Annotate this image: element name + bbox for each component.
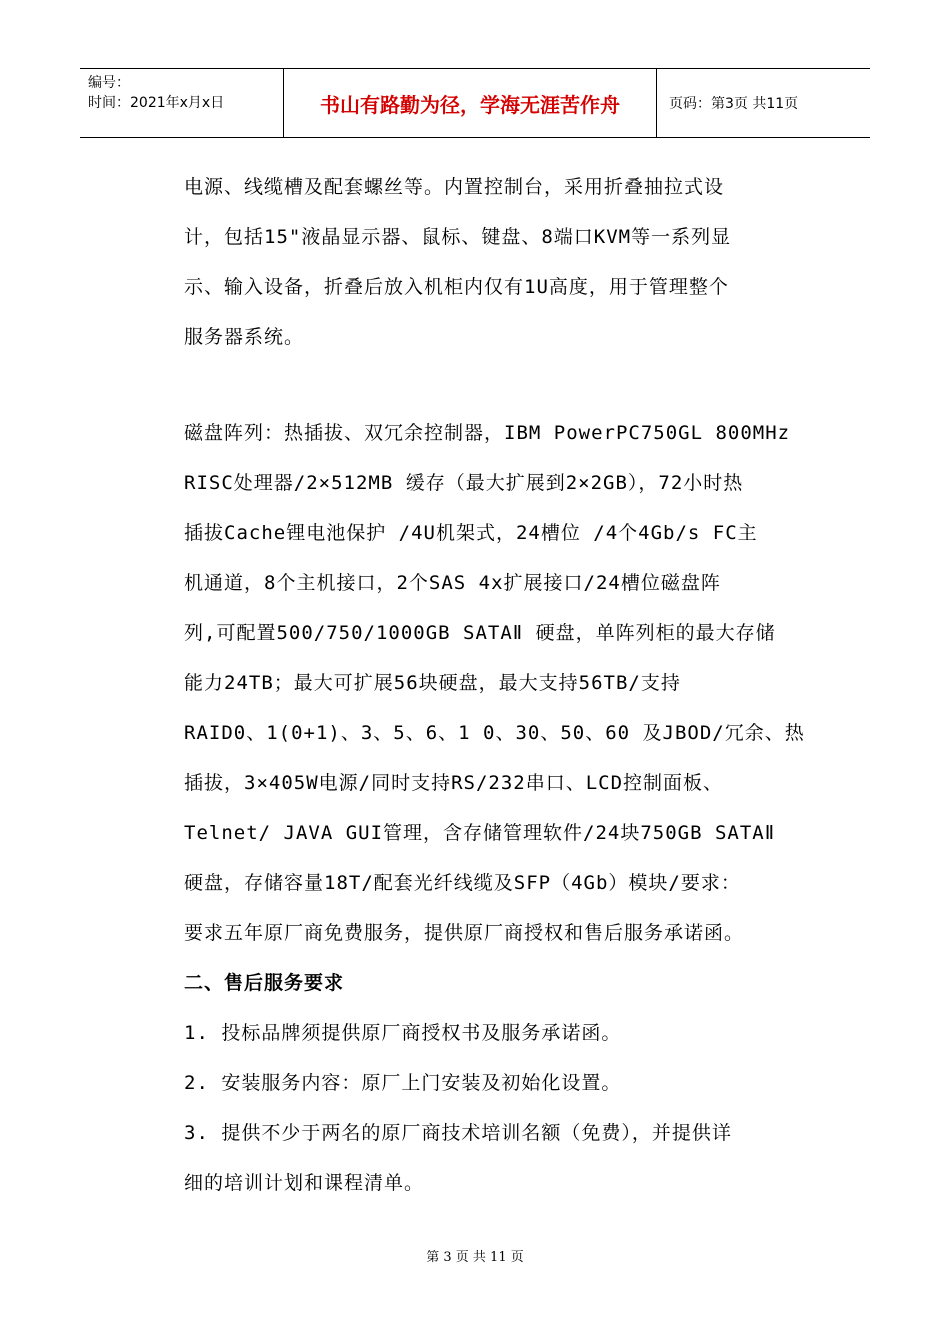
- text-line: 能力24TB；最大可扩展56块硬盘，最大支持56TB/支持: [184, 672, 681, 694]
- paragraph-console: [184, 162, 824, 362]
- text-line: 服务器系统。: [184, 326, 305, 348]
- date-label: 时间：2021年x月x日: [88, 95, 225, 111]
- list-item: 2. 安装服务内容：原厂上门安装及初始化设置。: [184, 1072, 622, 1094]
- header-meta: [80, 69, 284, 137]
- list-item: 1. 投标品牌须提供原厂商授权书及服务承诺函。: [184, 1022, 622, 1044]
- header-page-number: 页码：第3页 共11页: [669, 96, 799, 112]
- list-item: 细的培训计划和课程清单。: [184, 1172, 425, 1194]
- header-motto: 书山有路勤为径，学海无涯苦作舟: [284, 69, 657, 137]
- paragraph-disk-array: [184, 408, 824, 958]
- service-requirements-list: [184, 1008, 824, 1208]
- text-line: Telnet/ JAVA GUI管理，含存储管理软件/24块750GB SATAⅡ: [184, 822, 776, 844]
- text-line: 示、输入设备，折叠后放入机柜内仅有1U高度，用于管理整个: [184, 276, 729, 298]
- page-header: [80, 68, 870, 138]
- serial-label: 编号：: [88, 75, 130, 91]
- text-line: 列,可配置500/750/1000GB SATAⅡ 硬盘，单阵列柜的最大存储: [184, 622, 776, 644]
- text-line: 电源、线缆槽及配套螺丝等。内置控制台，采用折叠抽拉式设: [184, 176, 725, 198]
- text-line: 计，包括15"液晶显示器、鼠标、键盘、8端口KVM等一系列显: [184, 226, 732, 248]
- section-heading: 二、售后服务要求: [184, 972, 345, 994]
- list-item: 3. 提供不少于两名的原厂商技术培训名额（免费），并提供详: [184, 1122, 732, 1144]
- text-line: 插拔Cache锂电池保护 /4U机架式，24槽位 /4个4Gb/s FC主: [184, 522, 758, 544]
- text-line: 硬盘，存储容量18T/配套光纤线缆及SFP（4Gb）模块/要求：: [184, 872, 741, 894]
- text-line: 机通道，8个主机接口，2个SAS 4x扩展接口/24槽位磁盘阵: [184, 572, 721, 594]
- page-footer: 第 3 页 共 11 页: [426, 1250, 524, 1265]
- text-line: RAID0、1(0+1)、3、5、6、1 0、30、50、60 及JBOD/冗余、热: [184, 722, 805, 744]
- document-body: [184, 162, 824, 1208]
- text-line: 插拔，3×405W电源/同时支持RS/232串口、LCD控制面板、: [184, 772, 724, 794]
- text-line: 要求五年原厂商免费服务，提供原厂商授权和售后服务承诺函。: [184, 922, 745, 944]
- text-line: RISC处理器/2×512MB 缓存（最大扩展到2×2GB），72小时热: [184, 472, 744, 494]
- text-line: 磁盘阵列：热插拔、双冗余控制器，IBM PowerPC750GL 800MHz: [184, 422, 791, 444]
